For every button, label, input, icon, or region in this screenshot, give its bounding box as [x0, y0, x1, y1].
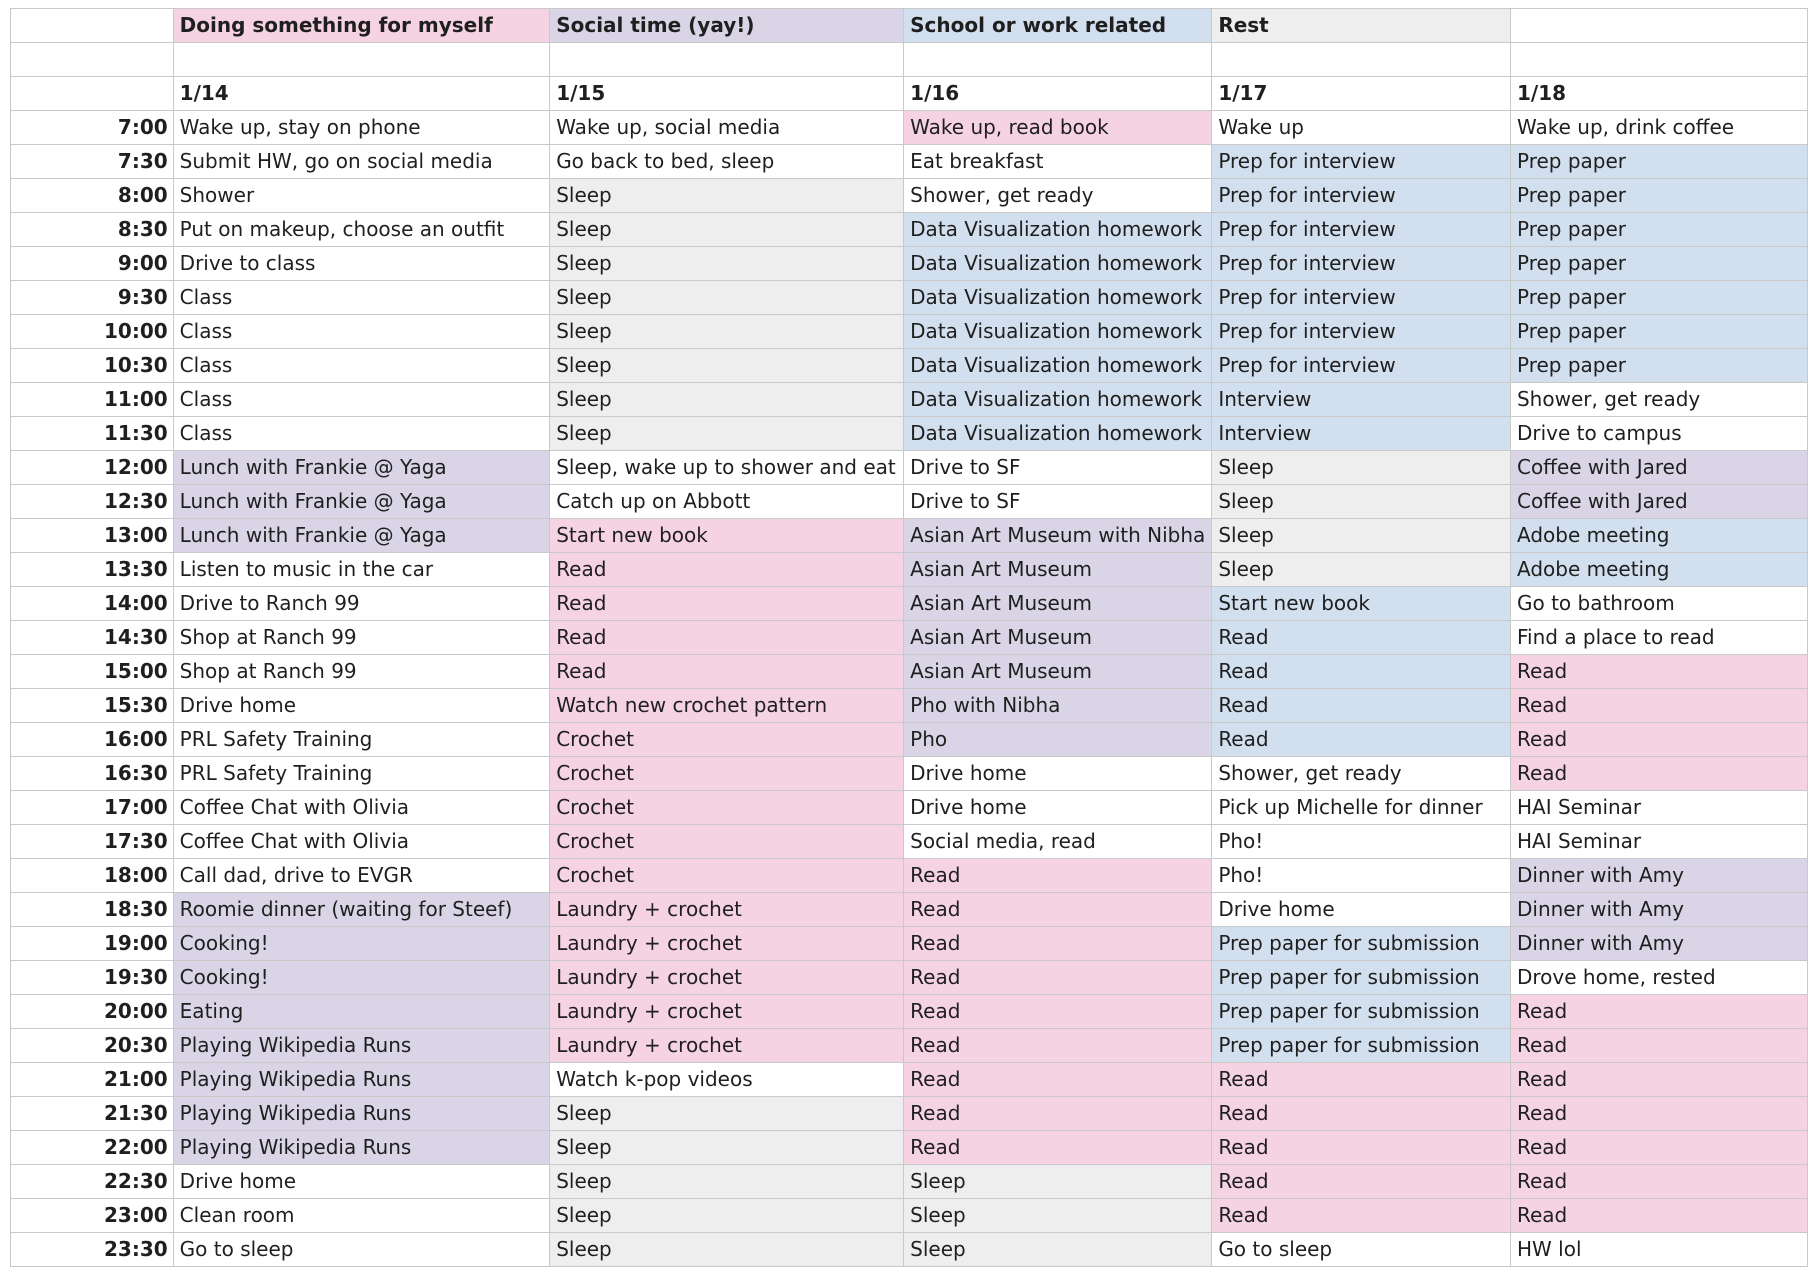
- time-label-cell[interactable]: 7:30: [11, 145, 174, 179]
- activity-cell[interactable]: Playing Wikipedia Runs: [173, 1063, 550, 1097]
- activity-cell[interactable]: Drive to SF: [904, 451, 1212, 485]
- activity-cell[interactable]: Data Visualization homework: [904, 281, 1212, 315]
- activity-cell[interactable]: Data Visualization homework: [904, 213, 1212, 247]
- activity-cell[interactable]: Find a place to read: [1510, 621, 1807, 655]
- activity-cell[interactable]: Sleep: [1212, 553, 1511, 587]
- activity-cell[interactable]: Asian Art Museum: [904, 655, 1212, 689]
- time-label-cell[interactable]: 22:30: [11, 1165, 174, 1199]
- time-slot-row: [11, 383, 1808, 417]
- activity-cell[interactable]: Prep paper: [1510, 145, 1807, 179]
- activity-cell[interactable]: Drove home, rested: [1510, 961, 1807, 995]
- activity-cell[interactable]: Laundry + crochet: [550, 995, 904, 1029]
- time-label-cell[interactable]: 16:30: [11, 757, 174, 791]
- time-slot-row: [11, 893, 1808, 927]
- activity-cell[interactable]: Sleep: [550, 247, 904, 281]
- time-label-cell[interactable]: 9:30: [11, 281, 174, 315]
- activity-cell[interactable]: Coffee Chat with Olivia: [173, 825, 550, 859]
- activity-cell[interactable]: Prep paper for submission: [1212, 961, 1511, 995]
- activity-cell[interactable]: Put on makeup, choose an outfit: [173, 213, 550, 247]
- time-slot-row: [11, 417, 1808, 451]
- time-slot-row: [11, 349, 1808, 383]
- time-label-cell[interactable]: 22:00: [11, 1131, 174, 1165]
- activity-cell[interactable]: Read: [1212, 1131, 1511, 1165]
- time-slot-row: [11, 723, 1808, 757]
- activity-cell[interactable]: Lunch with Frankie @ Yaga: [173, 519, 550, 553]
- activity-cell[interactable]: Asian Art Museum: [904, 621, 1212, 655]
- time-label-cell[interactable]: 14:00: [11, 587, 174, 621]
- activity-cell[interactable]: Crochet: [550, 859, 904, 893]
- time-label-cell[interactable]: 17:00: [11, 791, 174, 825]
- activity-cell[interactable]: Read: [1212, 621, 1511, 655]
- activity-cell[interactable]: Lunch with Frankie @ Yaga: [173, 451, 550, 485]
- time-slot-row: [11, 995, 1808, 1029]
- activity-cell[interactable]: Prep paper: [1510, 247, 1807, 281]
- activity-cell[interactable]: Go to sleep: [173, 1233, 550, 1267]
- activity-cell[interactable]: Lunch with Frankie @ Yaga: [173, 485, 550, 519]
- activity-cell[interactable]: Pho with Nibha: [904, 689, 1212, 723]
- activity-cell[interactable]: Prep paper for submission: [1212, 995, 1511, 1029]
- activity-cell[interactable]: Adobe meeting: [1510, 553, 1807, 587]
- date-header-1-18[interactable]: 1/18: [1510, 77, 1807, 111]
- activity-cell[interactable]: Read: [1510, 1165, 1807, 1199]
- legend-social[interactable]: Social time (yay!): [550, 9, 904, 43]
- date-header-1-14[interactable]: 1/14: [173, 77, 550, 111]
- time-label-cell[interactable]: 19:30: [11, 961, 174, 995]
- activity-cell[interactable]: Laundry + crochet: [550, 927, 904, 961]
- activity-cell[interactable]: Read: [1510, 1131, 1807, 1165]
- time-slot-row: [11, 145, 1808, 179]
- activity-cell[interactable]: Sleep: [550, 383, 904, 417]
- activity-cell[interactable]: Sleep: [1212, 451, 1511, 485]
- activity-cell[interactable]: Asian Art Museum: [904, 587, 1212, 621]
- activity-cell[interactable]: Coffee with Jared: [1510, 485, 1807, 519]
- activity-cell[interactable]: Wake up, drink coffee: [1510, 111, 1807, 145]
- time-slot-row: [11, 247, 1808, 281]
- activity-cell[interactable]: PRL Safety Training: [173, 757, 550, 791]
- legend-corner-cell[interactable]: [11, 9, 174, 43]
- time-label-cell[interactable]: 8:30: [11, 213, 174, 247]
- activity-cell[interactable]: Prep for interview: [1212, 213, 1511, 247]
- activity-cell[interactable]: Drive to campus: [1510, 417, 1807, 451]
- activity-cell[interactable]: Read: [904, 927, 1212, 961]
- activity-cell[interactable]: Shower, get ready: [904, 179, 1212, 213]
- activity-cell[interactable]: Interview: [1212, 383, 1511, 417]
- activity-cell[interactable]: Cooking!: [173, 927, 550, 961]
- activity-cell[interactable]: Shop at Ranch 99: [173, 655, 550, 689]
- empty-cell[interactable]: [11, 43, 174, 77]
- activity-cell[interactable]: Read: [1510, 689, 1807, 723]
- activity-cell[interactable]: Sleep: [550, 179, 904, 213]
- time-label-cell[interactable]: 11:00: [11, 383, 174, 417]
- legend-self[interactable]: Doing something for myself: [173, 9, 550, 43]
- activity-cell[interactable]: Read: [904, 1063, 1212, 1097]
- activity-cell[interactable]: Data Visualization homework: [904, 315, 1212, 349]
- blank-row: [11, 43, 1808, 77]
- activity-cell[interactable]: Sleep: [550, 315, 904, 349]
- time-label-cell[interactable]: 20:00: [11, 995, 174, 1029]
- activity-cell[interactable]: Prep for interview: [1212, 315, 1511, 349]
- date-header-1-15[interactable]: 1/15: [550, 77, 904, 111]
- legend-rest[interactable]: Rest: [1212, 9, 1511, 43]
- time-label-cell[interactable]: 17:30: [11, 825, 174, 859]
- time-label-cell[interactable]: 12:30: [11, 485, 174, 519]
- activity-cell[interactable]: Read: [1212, 1165, 1511, 1199]
- activity-cell[interactable]: Read: [904, 961, 1212, 995]
- activity-cell[interactable]: Sleep: [904, 1233, 1212, 1267]
- activity-cell[interactable]: Data Visualization homework: [904, 349, 1212, 383]
- time-label-cell[interactable]: 13:00: [11, 519, 174, 553]
- time-slot-row: [11, 1131, 1808, 1165]
- time-slot-row: [11, 621, 1808, 655]
- legend-row: [11, 9, 1808, 43]
- activity-cell[interactable]: Catch up on Abbott: [550, 485, 904, 519]
- activity-cell[interactable]: Go to bathroom: [1510, 587, 1807, 621]
- activity-cell[interactable]: Playing Wikipedia Runs: [173, 1131, 550, 1165]
- activity-cell[interactable]: Wake up, social media: [550, 111, 904, 145]
- activity-cell[interactable]: Prep for interview: [1212, 349, 1511, 383]
- activity-cell[interactable]: Pick up Michelle for dinner: [1212, 791, 1511, 825]
- activity-cell[interactable]: Coffee with Jared: [1510, 451, 1807, 485]
- time-slot-row: [11, 757, 1808, 791]
- activity-cell[interactable]: Laundry + crochet: [550, 961, 904, 995]
- date-header-1-17[interactable]: 1/17: [1212, 77, 1511, 111]
- activity-cell[interactable]: PRL Safety Training: [173, 723, 550, 757]
- activity-cell[interactable]: Read: [550, 587, 904, 621]
- activity-cell[interactable]: Read: [1510, 723, 1807, 757]
- activity-cell[interactable]: Dinner with Amy: [1510, 859, 1807, 893]
- activity-cell[interactable]: Drive to Ranch 99: [173, 587, 550, 621]
- activity-cell[interactable]: Laundry + crochet: [550, 1029, 904, 1063]
- time-slot-row: [11, 1199, 1808, 1233]
- time-label-cell[interactable]: 10:30: [11, 349, 174, 383]
- time-slot-row: [11, 791, 1808, 825]
- activity-cell[interactable]: Sleep, wake up to shower and eat: [550, 451, 904, 485]
- activity-cell[interactable]: Class: [173, 315, 550, 349]
- time-label-cell[interactable]: 11:30: [11, 417, 174, 451]
- activity-cell[interactable]: Shop at Ranch 99: [173, 621, 550, 655]
- activity-cell[interactable]: Prep for interview: [1212, 247, 1511, 281]
- date-corner-cell[interactable]: [11, 77, 174, 111]
- time-slot-row: [11, 689, 1808, 723]
- activity-cell[interactable]: Prep paper: [1510, 281, 1807, 315]
- activity-cell[interactable]: Read: [1212, 1199, 1511, 1233]
- activity-cell[interactable]: Read: [904, 1131, 1212, 1165]
- time-label-cell[interactable]: 15:30: [11, 689, 174, 723]
- time-label-cell[interactable]: 7:00: [11, 111, 174, 145]
- activity-cell[interactable]: Go back to bed, sleep: [550, 145, 904, 179]
- activity-cell[interactable]: Prep paper for submission: [1212, 1029, 1511, 1063]
- time-slot-row: [11, 961, 1808, 995]
- activity-cell[interactable]: Sleep: [550, 1199, 904, 1233]
- activity-cell[interactable]: Eating: [173, 995, 550, 1029]
- activity-cell[interactable]: HW lol: [1510, 1233, 1807, 1267]
- activity-cell[interactable]: Sleep: [550, 1131, 904, 1165]
- empty-cell[interactable]: [1510, 43, 1807, 77]
- activity-cell[interactable]: Read: [1212, 1063, 1511, 1097]
- activity-cell[interactable]: Drive home: [904, 757, 1212, 791]
- activity-cell[interactable]: Class: [173, 417, 550, 451]
- empty-cell[interactable]: [1212, 43, 1511, 77]
- activity-cell[interactable]: Sleep: [904, 1165, 1212, 1199]
- activity-cell[interactable]: Read: [550, 553, 904, 587]
- activity-cell[interactable]: Start new book: [550, 519, 904, 553]
- time-slot-row: [11, 1029, 1808, 1063]
- time-label-cell[interactable]: 9:00: [11, 247, 174, 281]
- activity-cell[interactable]: Read: [1510, 995, 1807, 1029]
- time-slot-row: [11, 519, 1808, 553]
- time-label-cell[interactable]: 15:00: [11, 655, 174, 689]
- activity-cell[interactable]: Read: [550, 655, 904, 689]
- activity-cell[interactable]: Sleep: [904, 1199, 1212, 1233]
- activity-cell[interactable]: Sleep: [550, 349, 904, 383]
- activity-cell[interactable]: Wake up, read book: [904, 111, 1212, 145]
- activity-cell[interactable]: Read: [904, 893, 1212, 927]
- activity-cell[interactable]: Read: [1510, 1029, 1807, 1063]
- activity-cell[interactable]: Read: [904, 1029, 1212, 1063]
- activity-cell[interactable]: Watch k-pop videos: [550, 1063, 904, 1097]
- activity-cell[interactable]: Laundry + crochet: [550, 893, 904, 927]
- activity-cell[interactable]: Crochet: [550, 791, 904, 825]
- time-label-cell[interactable]: 21:30: [11, 1097, 174, 1131]
- activity-cell[interactable]: Drive home: [173, 1165, 550, 1199]
- time-slot-row: [11, 655, 1808, 689]
- time-slot-row: [11, 927, 1808, 961]
- activity-cell[interactable]: HAI Seminar: [1510, 825, 1807, 859]
- activity-cell[interactable]: Prep for interview: [1212, 281, 1511, 315]
- activity-cell[interactable]: Read: [550, 621, 904, 655]
- activity-cell[interactable]: Drive home: [173, 689, 550, 723]
- activity-cell[interactable]: Prep for interview: [1212, 179, 1511, 213]
- time-slot-row: [11, 1063, 1808, 1097]
- time-label-cell[interactable]: 16:00: [11, 723, 174, 757]
- activity-cell[interactable]: Dinner with Amy: [1510, 927, 1807, 961]
- activity-cell[interactable]: Asian Art Museum with Nibha: [904, 519, 1212, 553]
- activity-cell[interactable]: Read: [1510, 1097, 1807, 1131]
- activity-cell[interactable]: Eat breakfast: [904, 145, 1212, 179]
- time-label-cell[interactable]: 23:30: [11, 1233, 174, 1267]
- activity-cell[interactable]: Sleep: [1212, 519, 1511, 553]
- activity-cell[interactable]: Read: [1212, 689, 1511, 723]
- activity-cell[interactable]: Clean room: [173, 1199, 550, 1233]
- activity-cell[interactable]: Prep paper: [1510, 179, 1807, 213]
- activity-cell[interactable]: Crochet: [550, 757, 904, 791]
- activity-cell[interactable]: Playing Wikipedia Runs: [173, 1029, 550, 1063]
- activity-cell[interactable]: Watch new crochet pattern: [550, 689, 904, 723]
- activity-cell[interactable]: Data Visualization homework: [904, 247, 1212, 281]
- activity-cell[interactable]: Sleep: [550, 1165, 904, 1199]
- activity-cell[interactable]: Read: [904, 995, 1212, 1029]
- activity-cell[interactable]: Sleep: [550, 213, 904, 247]
- activity-cell[interactable]: Shower: [173, 179, 550, 213]
- activity-cell[interactable]: Read: [1510, 1199, 1807, 1233]
- activity-cell[interactable]: Data Visualization homework: [904, 383, 1212, 417]
- time-slot-row: [11, 859, 1808, 893]
- activity-cell[interactable]: Sleep: [550, 1097, 904, 1131]
- activity-cell[interactable]: Class: [173, 281, 550, 315]
- activity-cell[interactable]: Class: [173, 383, 550, 417]
- activity-cell[interactable]: Sleep: [550, 1233, 904, 1267]
- time-slot-row: [11, 1233, 1808, 1267]
- activity-cell[interactable]: HAI Seminar: [1510, 791, 1807, 825]
- activity-cell[interactable]: Read: [1212, 655, 1511, 689]
- date-header-1-16[interactable]: 1/16: [904, 77, 1212, 111]
- sheet-body: [11, 9, 1808, 1267]
- activity-cell[interactable]: Pho!: [1212, 859, 1511, 893]
- time-slot-row: [11, 553, 1808, 587]
- activity-cell[interactable]: Read: [1212, 723, 1511, 757]
- time-label-cell[interactable]: 23:00: [11, 1199, 174, 1233]
- activity-cell[interactable]: Social media, read: [904, 825, 1212, 859]
- time-label-cell[interactable]: 19:00: [11, 927, 174, 961]
- time-slot-row: [11, 281, 1808, 315]
- time-label-cell[interactable]: 10:00: [11, 315, 174, 349]
- activity-cell[interactable]: Crochet: [550, 825, 904, 859]
- activity-cell[interactable]: Wake up, stay on phone: [173, 111, 550, 145]
- activity-cell[interactable]: Shower, get ready: [1510, 383, 1807, 417]
- time-slot-row: [11, 111, 1808, 145]
- schedule-sheet: [10, 8, 1808, 1267]
- empty-cell[interactable]: [904, 43, 1212, 77]
- date-header-row: [11, 77, 1808, 111]
- activity-cell[interactable]: Go to sleep: [1212, 1233, 1511, 1267]
- time-label-cell[interactable]: 12:00: [11, 451, 174, 485]
- time-slot-row: [11, 179, 1808, 213]
- activity-cell[interactable]: Start new book: [1212, 587, 1511, 621]
- empty-cell[interactable]: [550, 43, 904, 77]
- activity-cell[interactable]: Data Visualization homework: [904, 417, 1212, 451]
- time-label-cell[interactable]: 14:30: [11, 621, 174, 655]
- time-slot-row: [11, 1165, 1808, 1199]
- activity-cell[interactable]: Prep paper: [1510, 349, 1807, 383]
- activity-cell[interactable]: Read: [1510, 757, 1807, 791]
- activity-cell[interactable]: Submit HW, go on social media: [173, 145, 550, 179]
- activity-cell[interactable]: Drive home: [1212, 893, 1511, 927]
- activity-cell[interactable]: Read: [904, 1097, 1212, 1131]
- activity-cell[interactable]: Sleep: [1212, 485, 1511, 519]
- activity-cell[interactable]: Crochet: [550, 723, 904, 757]
- activity-cell[interactable]: Drive home: [904, 791, 1212, 825]
- time-slot-row: [11, 1097, 1808, 1131]
- time-slot-row: [11, 587, 1808, 621]
- empty-cell[interactable]: [173, 43, 550, 77]
- activity-cell[interactable]: Sleep: [550, 281, 904, 315]
- legend-school[interactable]: School or work related: [904, 9, 1212, 43]
- activity-cell[interactable]: Prep paper for submission: [1212, 927, 1511, 961]
- activity-cell[interactable]: Playing Wikipedia Runs: [173, 1097, 550, 1131]
- time-slot-row: [11, 825, 1808, 859]
- time-label-cell[interactable]: 18:30: [11, 893, 174, 927]
- activity-cell[interactable]: Roomie dinner (waiting for Steef): [173, 893, 550, 927]
- time-slot-row: [11, 315, 1808, 349]
- time-label-cell[interactable]: 8:00: [11, 179, 174, 213]
- activity-cell[interactable]: Wake up: [1212, 111, 1511, 145]
- activity-cell[interactable]: Listen to music in the car: [173, 553, 550, 587]
- activity-cell[interactable]: Asian Art Museum: [904, 553, 1212, 587]
- time-label-cell[interactable]: 18:00: [11, 859, 174, 893]
- activity-cell[interactable]: Drive to SF: [904, 485, 1212, 519]
- activity-cell[interactable]: Cooking!: [173, 961, 550, 995]
- activity-cell[interactable]: Read: [1510, 1063, 1807, 1097]
- activity-cell[interactable]: Dinner with Amy: [1510, 893, 1807, 927]
- time-label-cell[interactable]: 21:00: [11, 1063, 174, 1097]
- activity-cell[interactable]: Drive to class: [173, 247, 550, 281]
- activity-cell[interactable]: Interview: [1212, 417, 1511, 451]
- activity-cell[interactable]: Read: [904, 859, 1212, 893]
- activity-cell[interactable]: Pho!: [1212, 825, 1511, 859]
- activity-cell[interactable]: Read: [1510, 655, 1807, 689]
- activity-cell[interactable]: Pho: [904, 723, 1212, 757]
- activity-cell[interactable]: Sleep: [550, 417, 904, 451]
- time-label-cell[interactable]: 20:30: [11, 1029, 174, 1063]
- activity-cell[interactable]: Coffee Chat with Olivia: [173, 791, 550, 825]
- activity-cell[interactable]: Shower, get ready: [1212, 757, 1511, 791]
- activity-cell[interactable]: Prep for interview: [1212, 145, 1511, 179]
- time-slot-row: [11, 485, 1808, 519]
- legend-empty-cell[interactable]: [1510, 9, 1807, 43]
- time-slot-row: [11, 213, 1808, 247]
- activity-cell[interactable]: Read: [1212, 1097, 1511, 1131]
- time-label-cell[interactable]: 13:30: [11, 553, 174, 587]
- time-slot-row: [11, 451, 1808, 485]
- activity-cell[interactable]: Class: [173, 349, 550, 383]
- activity-cell[interactable]: Adobe meeting: [1510, 519, 1807, 553]
- activity-cell[interactable]: Call dad, drive to EVGR: [173, 859, 550, 893]
- activity-cell[interactable]: Prep paper: [1510, 315, 1807, 349]
- activity-cell[interactable]: Prep paper: [1510, 213, 1807, 247]
